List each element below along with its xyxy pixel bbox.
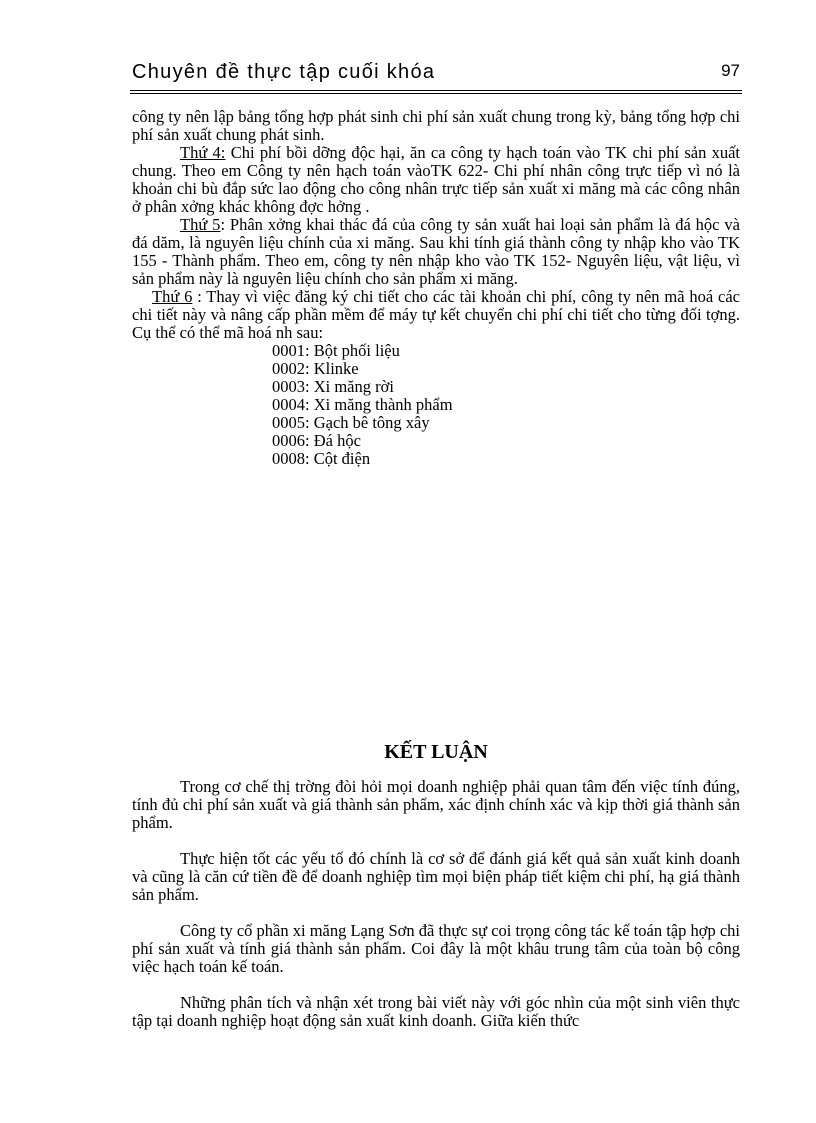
code-item: 0001: Bột phối liệu: [272, 341, 400, 360]
item-5-text: : Phân xởng khai thác đá của công ty sản xuất hai loại sản phẩm là đá hộc và đá dăm, là nguyên liệu chính của xi măng. Sau khi tính giá thành công ty nhập kho vào TK 155 - Thành phẩm. Theo em, công ty nên nhập kho vào TK 152- Nguyên liệu, vật liệu, vì sản phẩm này là nguyên liệu chính cho sản phẩm xi măng.: [132, 215, 740, 288]
conclusion-paragraph: Thực hiện tốt các yếu tố đó chính là cơ sở để đánh giá kết quả sản xuất kinh doanh và cũng là căn cứ tiền đề để doanh nghiệp tìm mọi biện pháp tiết kiệm chi phí, hạ giá thành sản phẩm.: [132, 849, 740, 904]
paragraph-item-6: [132, 288, 740, 342]
paragraph-item-4: [132, 144, 740, 216]
conclusion-section: [132, 740, 740, 1048]
code-list: [132, 342, 740, 468]
code-item: 0004: Xi măng thành phẩm: [272, 395, 453, 414]
conclusion-paragraph: Trong cơ chế thị trờng đòi hỏi mọi doanh nghiệp phải quan tâm đến việc tính đúng, tính đủ chi phí sản xuất và giá thành sản phẩm, xác định chính xác và kịp thời giá thành sản phẩm.: [132, 777, 740, 832]
paragraph-item-5: [132, 216, 740, 288]
code-item: 0005: Gạch bê tông xây: [272, 413, 430, 432]
code-item: 0002: Klinke: [272, 359, 359, 378]
item-6-text: : Thay vì việc đăng ký chi tiết cho các tài khoản chi phí, công ty nên mã hoá các chi tiết này và nâng cấp phần mềm để máy tự kết chuyển chi phí chi tiết cho từng đối tợng. Cụ thể có thể mã hoá nh sau:: [132, 287, 740, 342]
code-item: 0006: Đá hộc: [272, 431, 361, 450]
body-text: [132, 108, 740, 468]
conclusion-paragraph: Công ty cổ phần xi măng Lạng Sơn đã thực sự coi trọng công tác kế toán tập hợp chi phí sản xuất và tính giá thành sản phẩm. Coi đây là một khâu trung tâm của toàn bộ công việc hạch toán kế toán.: [132, 921, 741, 976]
header-rule-top: [130, 90, 742, 91]
item-5-label: Thứ 5: [180, 215, 221, 234]
code-item: 0003: Xi măng rời: [272, 377, 394, 396]
code-item: 0008: Cột điện: [272, 449, 371, 468]
page-header: [130, 58, 742, 88]
header-title: Chuyên đề thực tập cuối khóa: [132, 61, 436, 83]
conclusion-title: KẾT LUẬN: [384, 741, 488, 763]
item-4-text: Chi phí bồi dỡng độc hại, ăn ca công ty hạch toán vào TK chi phí sản xuất chung. Theo em Công ty nên hạch toán vàoTK 622- Chi phí nhân công trực tiếp vì nó là khoản chi bù đắp sức lao động cho công nhân trực tiếp sản xuất xi măng mà các công nhân ở phân xởng khác không đợc hởng .: [132, 143, 741, 216]
page-number: 97: [721, 61, 740, 80]
header-rule-bottom: [130, 93, 742, 94]
item-6-label: Thứ 6: [152, 287, 193, 306]
item-4-label: Thứ 4:: [180, 143, 226, 162]
paragraph-intro: công ty nên lập bảng tổng hợp phát sinh chi phí sản xuất chung trong kỳ, bảng tổng hợp chi phí sản xuất chung phát sinh.: [132, 107, 740, 144]
conclusion-paragraph: Những phân tích và nhận xét trong bài viết này với góc nhìn của một sinh viên thực tập tại doanh nghiệp hoạt động sản xuất kinh doanh. Giữa kiến thức: [132, 993, 740, 1030]
